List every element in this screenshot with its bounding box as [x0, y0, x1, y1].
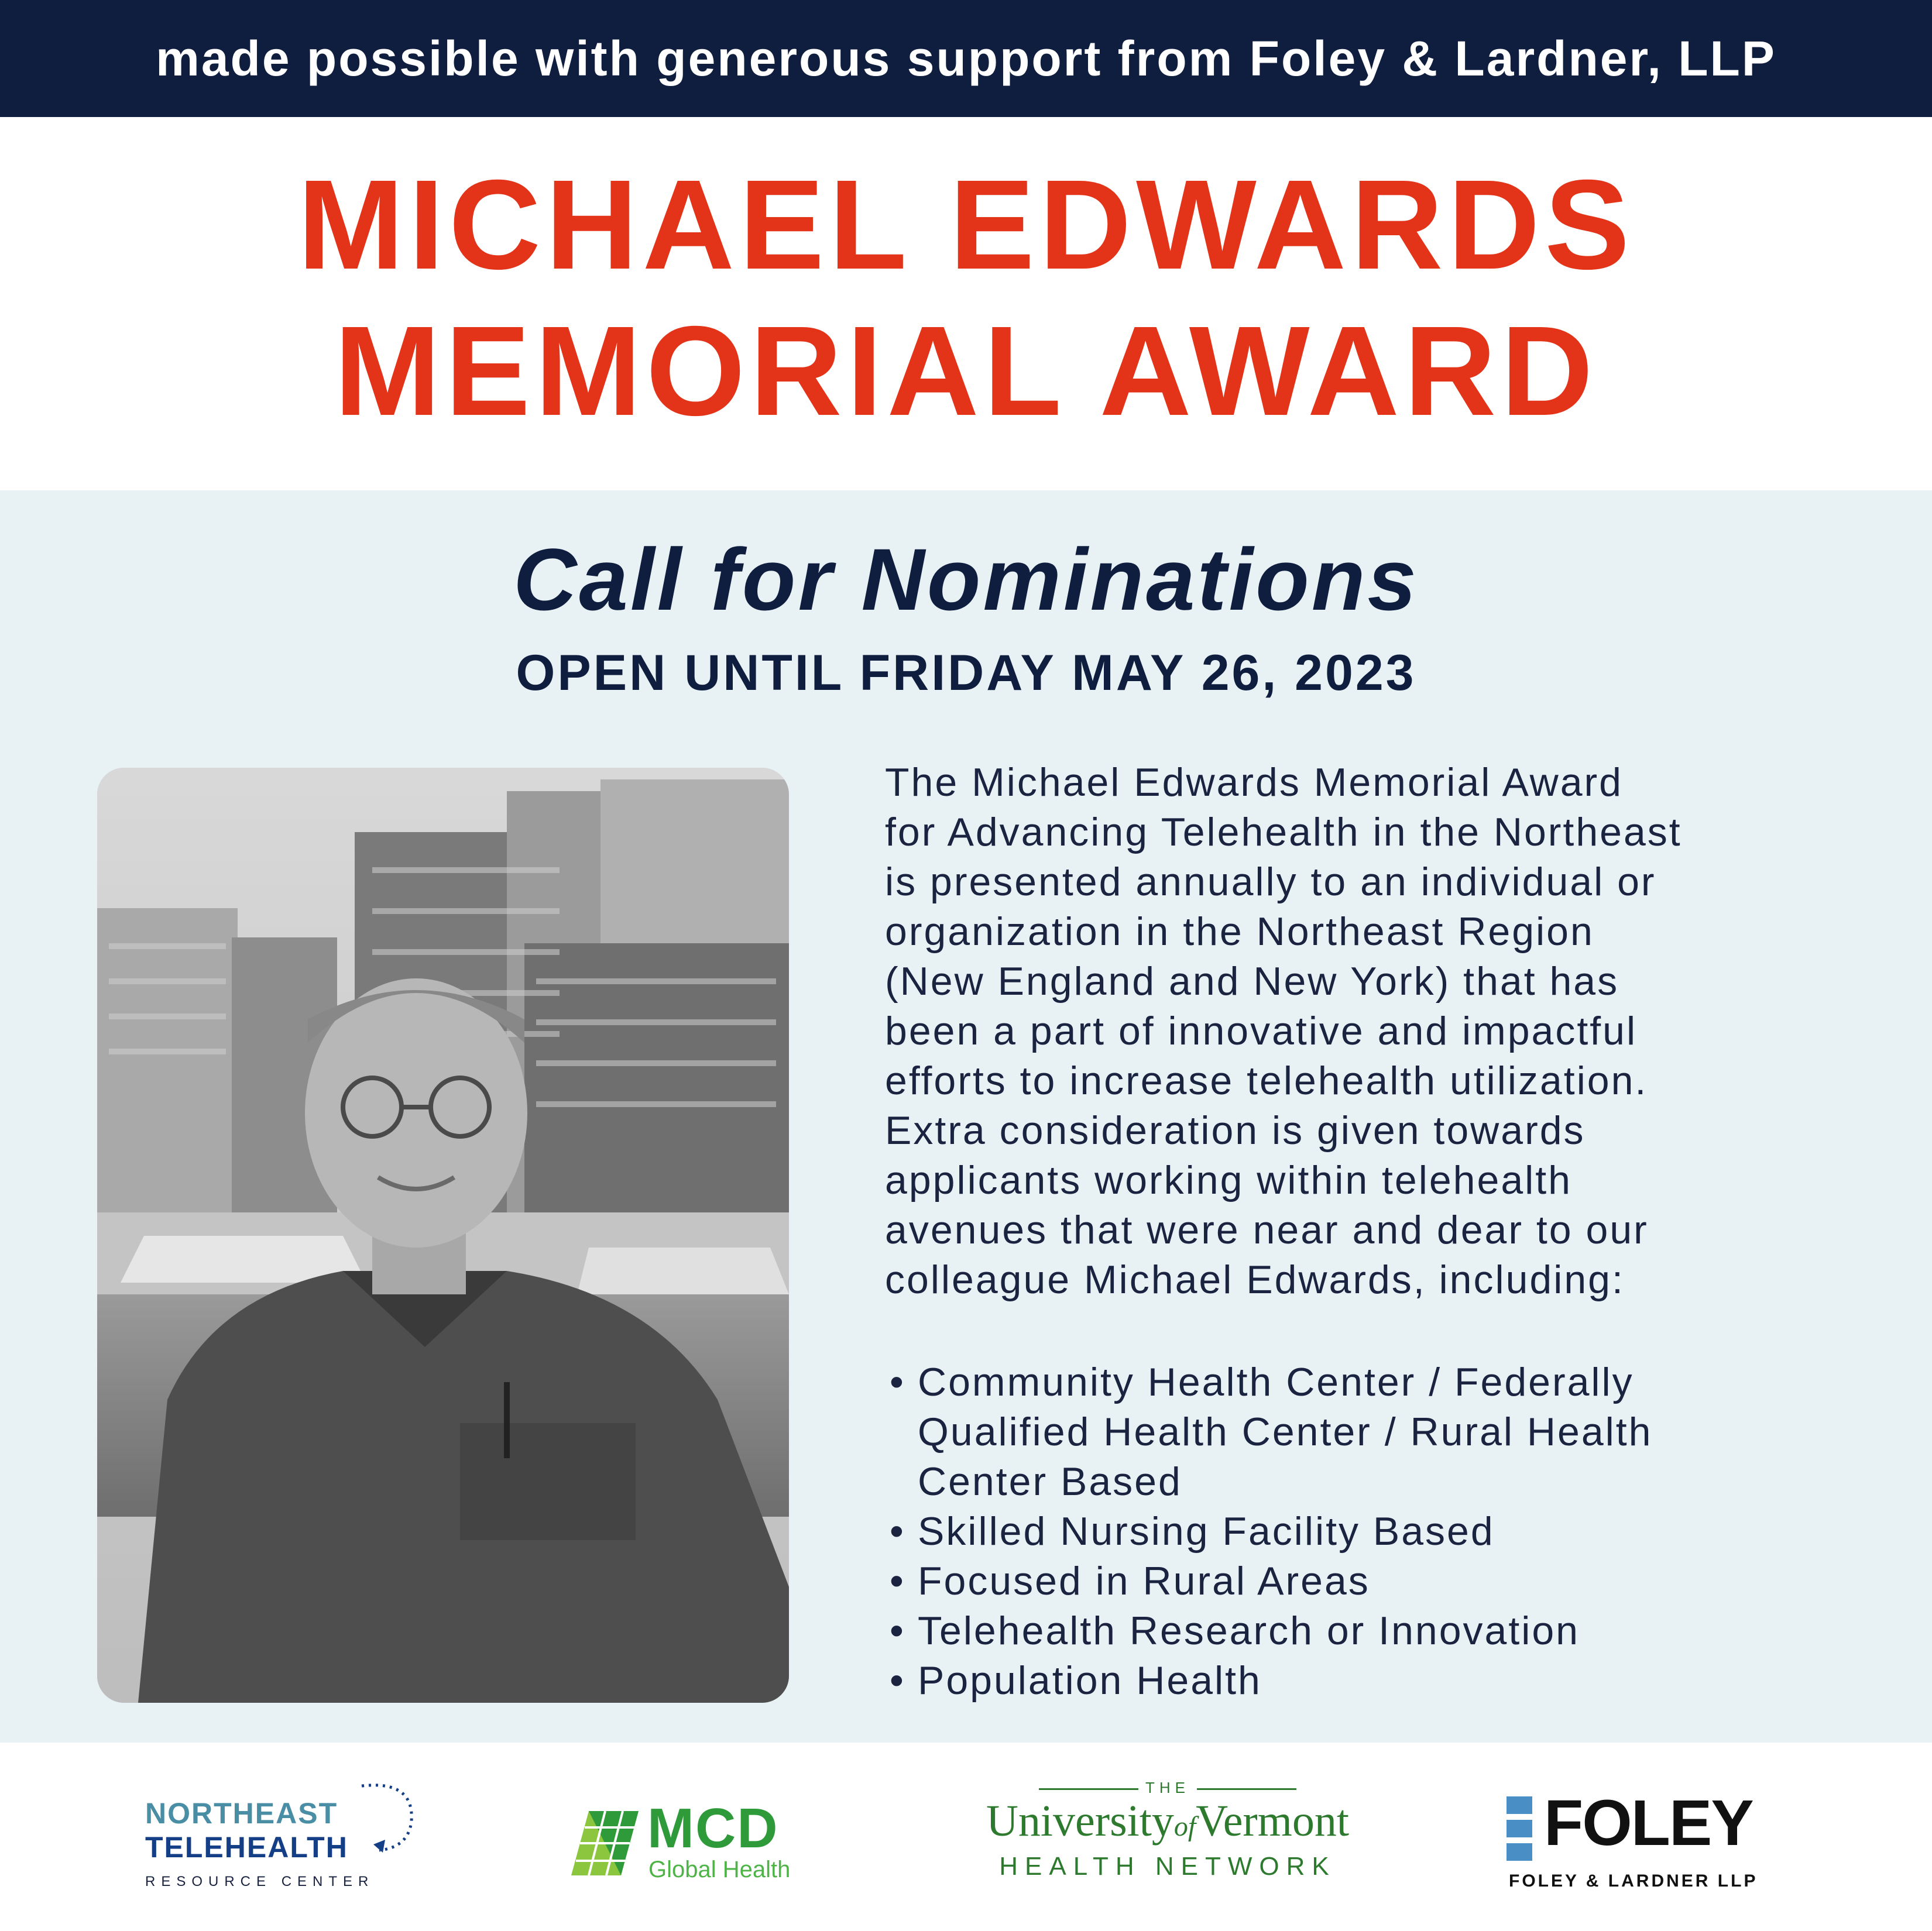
globe-grid-icon: [565, 1805, 641, 1881]
list-item: [885, 1656, 1874, 1706]
list-item-line: Center Based: [918, 1459, 1182, 1504]
description-line: (New England and New York) that has: [885, 959, 1619, 1004]
description-line: organization in the Northeast Region: [885, 909, 1594, 954]
sponsor-banner-text: made possible with generous support from Foley & Lardner, LLP: [156, 30, 1776, 86]
description-line: been a part of innovative and impactful: [885, 1009, 1638, 1053]
call-heading: Call for Nominations: [513, 530, 1419, 628]
deadline-text: OPEN UNTIL FRIDAY MAY 26, 2023: [516, 645, 1416, 701]
list-item: [885, 1557, 1874, 1606]
logo-text-the-word: THE: [1145, 1779, 1190, 1796]
list-item-line: • Skilled Nursing Facility Based: [918, 1509, 1495, 1554]
award-description: [885, 758, 1874, 1305]
list-item-line: • Population Health: [918, 1658, 1262, 1703]
northeast-telehealth-logo: [145, 1767, 426, 1896]
logo-text-resource-center: RESOURCE CENTER: [145, 1874, 375, 1889]
list-item: [885, 1358, 1874, 1507]
list-item: [885, 1507, 1874, 1557]
logo-text-global-health: Global Health: [648, 1857, 791, 1882]
portrait-photo-icon: [97, 768, 789, 1703]
logo-text-vermont: Vermont: [1196, 1796, 1349, 1846]
description-line: colleague Michael Edwards, including:: [885, 1257, 1625, 1302]
foley-bars-icon: [1507, 1796, 1536, 1861]
foley-logo: [1507, 1789, 1758, 1901]
logo-text-mcd: MCD: [647, 1797, 779, 1860]
description-line: Extra consideration is given towards: [885, 1108, 1586, 1153]
description-line: avenues that were near and dear to our: [885, 1208, 1649, 1252]
description-line: is presented annually to an individual or: [885, 860, 1656, 904]
mcd-global-health-logo: [565, 1799, 835, 1887]
logo-text-health-network: HEALTH NETWORK: [999, 1852, 1336, 1881]
logo-text-telehealth: TELEHEALTH: [145, 1831, 348, 1864]
logo-text-the: [972, 1779, 1364, 1796]
list-item-line: Qualified Health Center / Rural Health: [918, 1410, 1653, 1454]
logo-text-foley-lardner: FOLEY & LARDNER LLP: [1509, 1871, 1758, 1891]
list-item-line: • Telehealth Research or Innovation: [918, 1609, 1580, 1653]
award-title-line-2: MEMORIAL AWARD: [334, 300, 1598, 442]
award-title-line-1: MICHAEL EDWARDS: [297, 154, 1635, 296]
logo-text-foley: FOLEY: [1544, 1787, 1753, 1859]
description-line: applicants working within telehealth: [885, 1158, 1572, 1202]
logo-text-university-of-vermont: [972, 1796, 1364, 1851]
list-item-line: • Focused in Rural Areas: [918, 1559, 1370, 1603]
list-item: [885, 1606, 1874, 1656]
criteria-list: [885, 1358, 1874, 1706]
dotted-arc-icon: [356, 1774, 420, 1856]
sponsor-banner: [0, 0, 1932, 117]
divider: [1039, 1788, 1138, 1790]
description-line: efforts to increase telehealth utilization.: [885, 1059, 1648, 1103]
list-item-line: • Community Health Center / Federally: [918, 1360, 1634, 1404]
portrait-photo: [97, 768, 789, 1703]
logo-text-of: of: [1173, 1811, 1196, 1842]
award-title: [0, 152, 1932, 445]
description-line: The Michael Edwards Memorial Award: [885, 760, 1623, 805]
logo-text-university: University: [986, 1796, 1174, 1846]
description-line: for Advancing Telehealth in the Northeast: [885, 810, 1682, 854]
uvm-health-network-logo: [972, 1779, 1364, 1896]
divider: [1197, 1788, 1296, 1790]
logo-text-northeast: NORTHEAST: [145, 1797, 338, 1830]
